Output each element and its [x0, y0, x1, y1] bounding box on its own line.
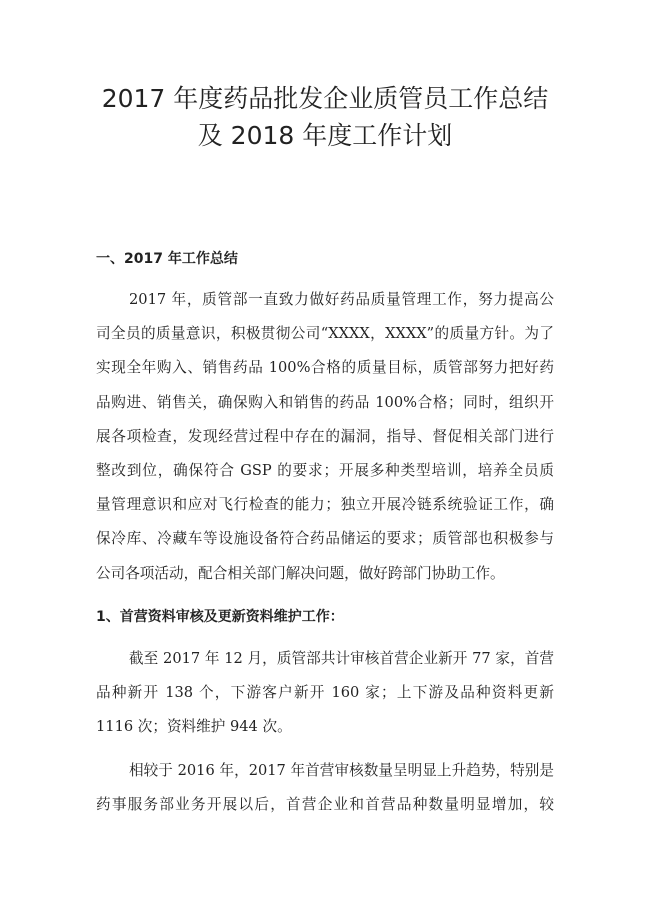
document-title-line-1: 2017 年度药品批发企业质管员工作总结	[101, 84, 549, 113]
text-line: 公司各项活动，配合相关部门解决问题，做好跨部门协助工作。	[96, 564, 505, 582]
text-line: 实现全年购入、销售药品 100%合格的质量目标，质管部努力把好药	[96, 359, 554, 377]
text-line: 2017 年，质管部一直致力做好药品质量管理工作，努力提高公	[129, 291, 554, 308]
text-line: 整改到位，确保符合 GSP 的要求；开展多种类型培训，培养全员质	[96, 462, 554, 480]
comparison-paragraph	[96, 754, 554, 822]
text-line: 1116 次；资料维护 944 次。	[96, 718, 292, 736]
text-line: 品购进、销售关，确保购入和销售的药品 100%合格；同时，组织开	[96, 393, 554, 411]
text-line: 量管理意识和应对飞行检查的能力；独立开展冷链系统验证工作，确	[96, 496, 554, 514]
section-heading-2017-summary: 一、2017 年工作总结	[96, 251, 238, 267]
text-line: 保冷库、冷藏车等设施设备符合药品储运的要求；质管部也积极参与	[96, 530, 554, 548]
review-stats-paragraph	[96, 642, 554, 745]
text-line: 品种新开 138 个，下游客户新开 160 家；上下游及品种资料更新	[96, 684, 554, 702]
summary-paragraph	[96, 283, 554, 591]
text-line: 相较于 2016 年，2017 年首营审核数量呈明显上升趋势，特别是	[129, 762, 554, 779]
subsection-heading-first-operation-review: 1、首营资料审核及更新资料维护工作：	[96, 609, 344, 625]
text-line: 展各项检查，发现经营过程中存在的漏洞，指导、督促相关部门进行	[96, 427, 554, 445]
text-line: 截至 2017 年 12 月，质管部共计审核首营企业新开 77 家，首营	[129, 650, 554, 667]
document-title-line-2: 及 2018 年度工作计划	[197, 121, 453, 150]
text-line: 药事服务部业务开展以后，首营企业和首营品种数量明显增加，较	[96, 796, 554, 814]
text-line: 司全员的质量意识，积极贯彻公司“XXXX，XXXX”的质量方针。为了	[96, 325, 554, 343]
